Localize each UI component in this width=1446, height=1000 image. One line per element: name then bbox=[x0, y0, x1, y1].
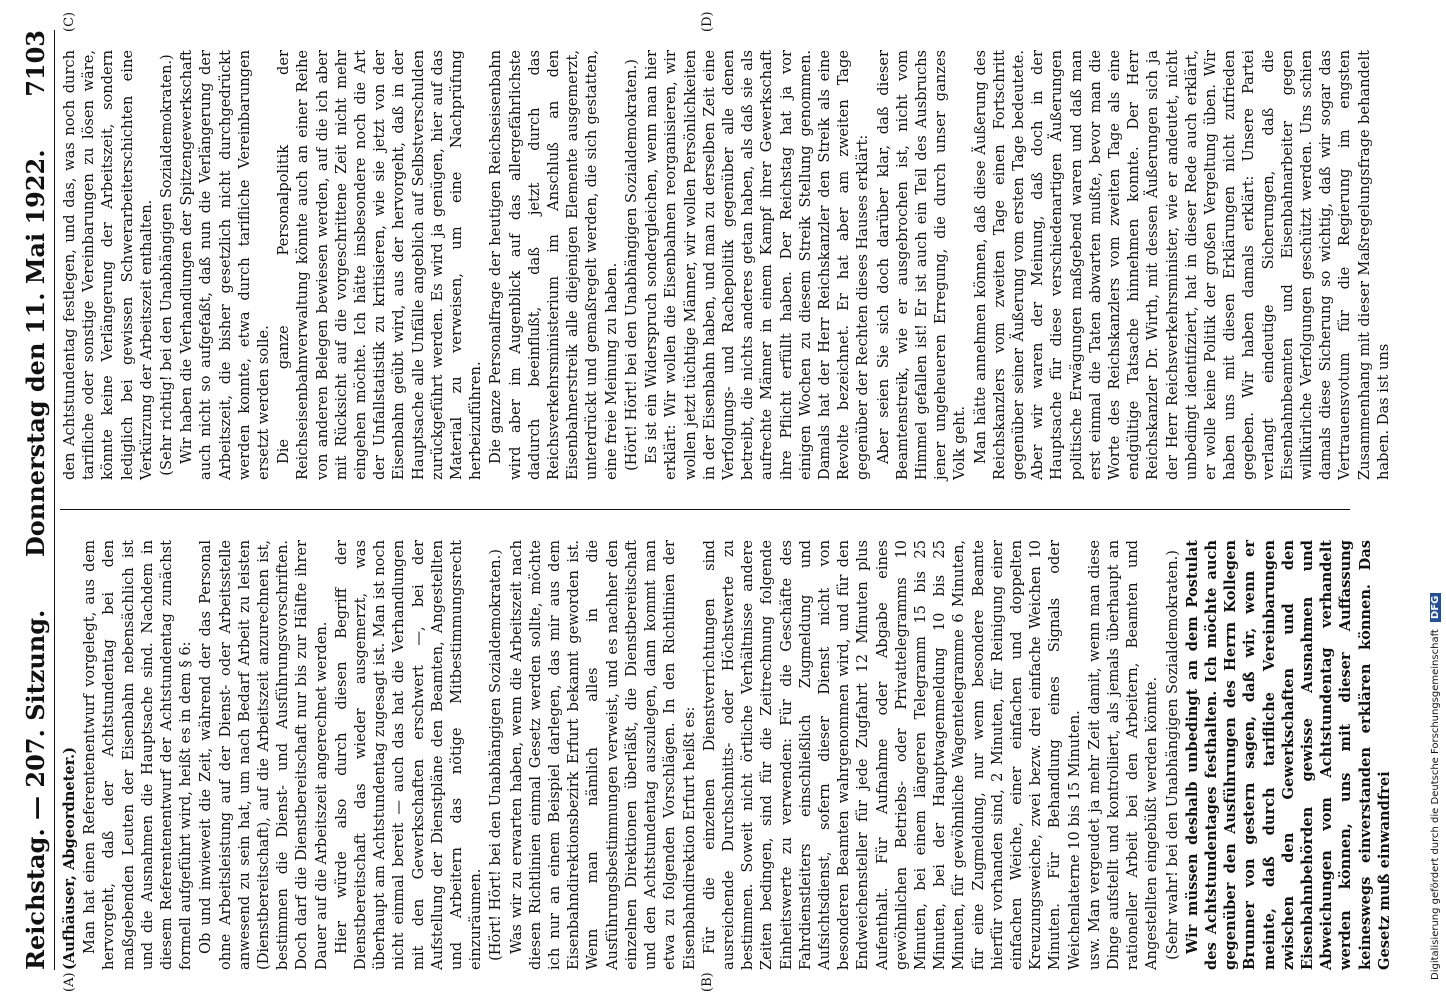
funding-note bbox=[1418, 40, 1441, 980]
paragraph: Es ist ein Widerspruch sondergleichen, wenn man hier erklärt: Wir wollen die Eisenbahnen reorganisieren, wir wollen jetzt tüchtige Männer, wir wollen Persönlichkeiten in der Eisenbahn haben, und man zu derselben Zeit eine Verfolgungs- und Rachepolitik gegenüber alle denen betreibt, die nichts anderes getan haben, als daß sie als aufrechte Männer in einem Kampf ihrer Gewerkschaft ihre Pflicht erfüllt haben. Der Reichstag hat ja vor einigen Wochen zu diesem Streik Stellung genommen. Damals hat der Herr Reichskanzler den Streik als eine Revolte bezeichnet. Er hat aber am zweiten Tage gegenüber der Rechten dieses Hauses erklärt: bbox=[643, 50, 872, 480]
funding-text: Digitalisierung gefördert durch die Deutsche Forschungsgemeinschaft bbox=[1430, 629, 1441, 980]
interjection: (Hört! Hört! bei den Unabhängigen Sozialdemokraten.) bbox=[622, 59, 640, 471]
quote-paragraph: Für die einzelnen Dienstverrichtungen sind ausreichende Durchschnitts- oder Höchstwerte zu bestimmen. Soweit nicht örtliche Verhältnisse andere Zeiten bedingen, sind für die Zeitrechnung folgende Einheitswerte zu verwenden: Für die Geschäfte des Fahrdienstleiters einschließlich Zugmeldung und Aufsichtsdienst, sofern dieser Dienst nicht von besonderen Beamten wahrgenommen wird, und für den Endweichensteller für jede Zugfahrt 12 Minuten plus Aufenthalt. Für Aufnahme oder Abgabe eines gewöhnlichen Betriebs- oder Privattelegramms 10 Minuten, bei einem längeren Telegramm 15 bis 25 Minuten, bei der Hauptwagenmeldung 10 bis 25 Minuten, für gewöhnliche Wagentelegramme 6 Minuten, für eine Zugmeldung, nur wenn besondere Beamte hierfür vorhanden sind, 2 Minuten, für Reinigung einer einfachen Weiche, einer einfachen und doppelten Kreuzungsweiche, zwei bezw. drei einfache Weichen 10 Minuten. Für Behandlung eines Signals oder Weichenlaterne 10 bis 15 Minuten. bbox=[700, 540, 1083, 970]
interjection: (Hört! Hört! bei den Unabhängigen Sozialdemokraten.) bbox=[487, 549, 505, 961]
column-divider bbox=[60, 509, 1350, 510]
left-column bbox=[60, 540, 1393, 970]
speaker-line: (Aufhäuser, Abgeordneter.) bbox=[61, 747, 78, 970]
paragraph: Die ganze Personalpolitik der Reichseisenbahnverwaltung könnte auch an einer Reihe von anderen Belegen bewiesen werden, auf die ich aber mit Rücksicht auf die vorgeschrittene Zeit nicht mehr eingehen möchte. Ich hätte insbesondere noch die Art der Unfallstatistik zu kritisieren, wie sie jetzt von der Eisenbahn geübt wird, aus der hervorgeht, daß in der Hauptsache alle Unfälle angeblich auf Selbstverschulden zurückgeführt werden. Es wird ja genügen, hier auf das Material zu verweisen, um eine Nachprüfung herbeizuführen. bbox=[275, 50, 485, 480]
quote-paragraph: Aber seien Sie sich doch darüber klar, daß dieser Beamtenstreik, wie er ausgebrochen ist, nicht vom Himmel gefallen ist! Er ist auch ein Teil des Ausbruchs jener ungeheueren Erregung, die durch unser ganzes Volk geht. bbox=[874, 50, 969, 480]
header-session: Reichstag. — 207. Sitzung. bbox=[21, 609, 50, 970]
margin-mark-b: (B) bbox=[700, 972, 715, 992]
paragraph: Man hat einen Referentenentwurf vorgelegt, aus dem hervorgeht, daß der Achtstundentag bei den maßgebenden Leuten der Eisenbahn nebensächlich ist und die Ausnahmen die Hauptsache sind. Nachdem in diesem Referentenentwurf der Achtstundentag zunächst formell aufgeführt wird, heißt es in dem § 6: bbox=[81, 540, 195, 970]
paragraph: Was wir zu erwarten haben, wenn die Arbeitszeit nach diesen Richtlinien einmal Gesetz werden sollte, möchte ich nur an einem Beispiel darlegen, das mir aus dem Eisenbahndirektionsbezirk Erfurt bekannt geworden ist. Wenn man nämlich alles in die Ausführungsbestimmungen verweist, und es nachher den einzelnen Direktionen überläßt, die Dienstbereitschaft und den Achtstundentag auszulegen, dann kommt man etwa zu folgenden Vorschlägen. In den Richtlinien der Eisenbahndirektion Erfurt heißt es: bbox=[507, 540, 698, 970]
quote-paragraph: Ob und inwieweit die Zeit, während der das Personal ohne Arbeitsleistung auf der Dienst- oder Arbeitsstelle anwesend zu sein hat, um nach Bedarf Arbeit zu leisten (Dienstbereitschaft), auf die Arbeitszeit anzurechnen ist, bestimmen die Dienst- und Ausführungsvorschriften. Doch darf die Dienstbereitschaft nur bis zur Hälfte ihrer Dauer auf die Arbeitszeit angerechnet werden. bbox=[197, 540, 330, 970]
page-number: 7103 bbox=[21, 30, 50, 97]
paragraph: Wir haben die Verhandlungen der Spitzengewerkschaft auch nicht so aufgefaßt, daß nun die Verlängerung der Arbeitszeit, die bisher gesetzlich nicht durchgedrückt werden konnte, etwa durch tarifliche Vereinbarungen ersetzt werden solle. bbox=[178, 50, 273, 480]
paragraph: usw. Man vergeudet ja mehr Zeit damit, wenn man diese Dinge aufstellt und kontrolliert, als jemals überhaupt an rationeller Arbeit bei den Arbeitern, Beamten und Angestellten eingebüßt werden könnte. bbox=[1085, 540, 1161, 970]
margin-mark-d: (D) bbox=[700, 11, 715, 32]
dfg-logo: DFG bbox=[1430, 593, 1441, 622]
interjection: (Sehr wahr! bei den Unabhängigen Sozialdemokraten.) bbox=[1163, 550, 1181, 960]
page-header bbox=[12, 30, 55, 970]
margin-mark-c: (C) bbox=[62, 11, 77, 32]
paragraph: den Achtstundentag festlegen, und das, was noch durch tarifliche oder sonstige Vereinbarungen zu lösen wäre, könnte keine Verlängerung der Arbeitszeit, sondern lediglich bei gewissen Schwerarbeiterschichten eine Verkürzung der Arbeitszeit enthalten. bbox=[61, 50, 155, 480]
margin-mark-a: (A) bbox=[62, 972, 77, 992]
paragraph: Man hätte annehmen können, daß diese Äußerung des Reichskanzlers vom zweiten Tage einen Fortschritt gegenüber seiner Äußerung vom ersten Tage bedeutete. Aber wir waren der Meinung, daß doch in der Hauptsache für diese verschiedenartigen Äußerungen politische Erwägungen maßgebend waren und daß man erst einmal die Taten abwarten mußte, bevor man die Worte des Reichskanzlers vom zweiten Tage als eine endgültige Tatsache hinnehmen konnte. Der Herr Reichskanzler Dr. Wirth, mit dessen Äußerungen sich ja der Herr Reichsverkehrsminister, wie er andeutet, nicht unbedingt identifiziert, hat in dieser Rede auch erklärt, er wolle keine Politik der großen Vergeltung üben. Wir haben uns mit diesen Erklärungen nicht zufrieden gegeben. Wir haben damals erklärt: Unsere Partei verlangt eindeutige Sicherungen, daß die Eisenbahnbeamten und Eisenbahnarbeiter gegen willkürliche Verfolgungen geschützt werden. Uns schien damals diese Sicherung so wichtig, daß wir sogar das Vertrauensvotum für die Regierung im engsten Zusammenhang mit dieser Maßregelungsfrage behandelt haben. Das ist uns bbox=[971, 50, 1392, 480]
header-date: Donnerstag den 11. Mai 1922. bbox=[21, 149, 50, 558]
funding-note-text bbox=[1430, 40, 1446, 980]
right-column bbox=[60, 50, 1392, 480]
paragraph: Wir müssen deshalb unbedingt an dem Postulat des Achtstundentages festhalten. Ich möchte auch gegenüber den Ausführungen des Herrn Kollegen Brunner von gestern sagen, daß wir, wenn er meinte, daß durch tarifliche Vereinbarungen zwischen den Gewerkschaften und den Eisenbahnbehörden gewisse Ausnahmen und Abweichungen vom Achtstundentag verhandelt werden können, uns mit dieser Auffassung keineswegs einverstanden erklären können. Das Gesetz muß einwandfrei bbox=[1183, 540, 1393, 970]
paragraph: Hier würde also durch diesen Begriff der Dienstbereitschaft das wieder ausgemerzt, was überhaupt am Achtstundentag zugesagt ist. Man ist noch nicht einmal bereit — auch das hat die Verhandlungen mit den Gewerkschaften erschwert —, bei der Aufstellung der Dienstpläne den Beamten, Angestellten und Arbeitern das nötige Mitbestimmungsrecht einzuräumen. bbox=[332, 540, 485, 970]
paragraph: Die ganze Personalfrage der heutigen Reichseisenbahn wird aber im Augenblick auf das allergefährlichste dadurch beeinflußt, daß jetzt durch das Reichsverkehrsministerium im Anschluß an den Eisenbahnerstreik alle diejenigen Elemente ausgemerzt, unterdrückt und gemaßregelt werden, die sich gestatten, eine freie Meinung zu haben. bbox=[487, 50, 620, 480]
interjection: (Sehr richtig! bei den Unabhängigen Sozialdemokraten.) bbox=[158, 54, 176, 476]
